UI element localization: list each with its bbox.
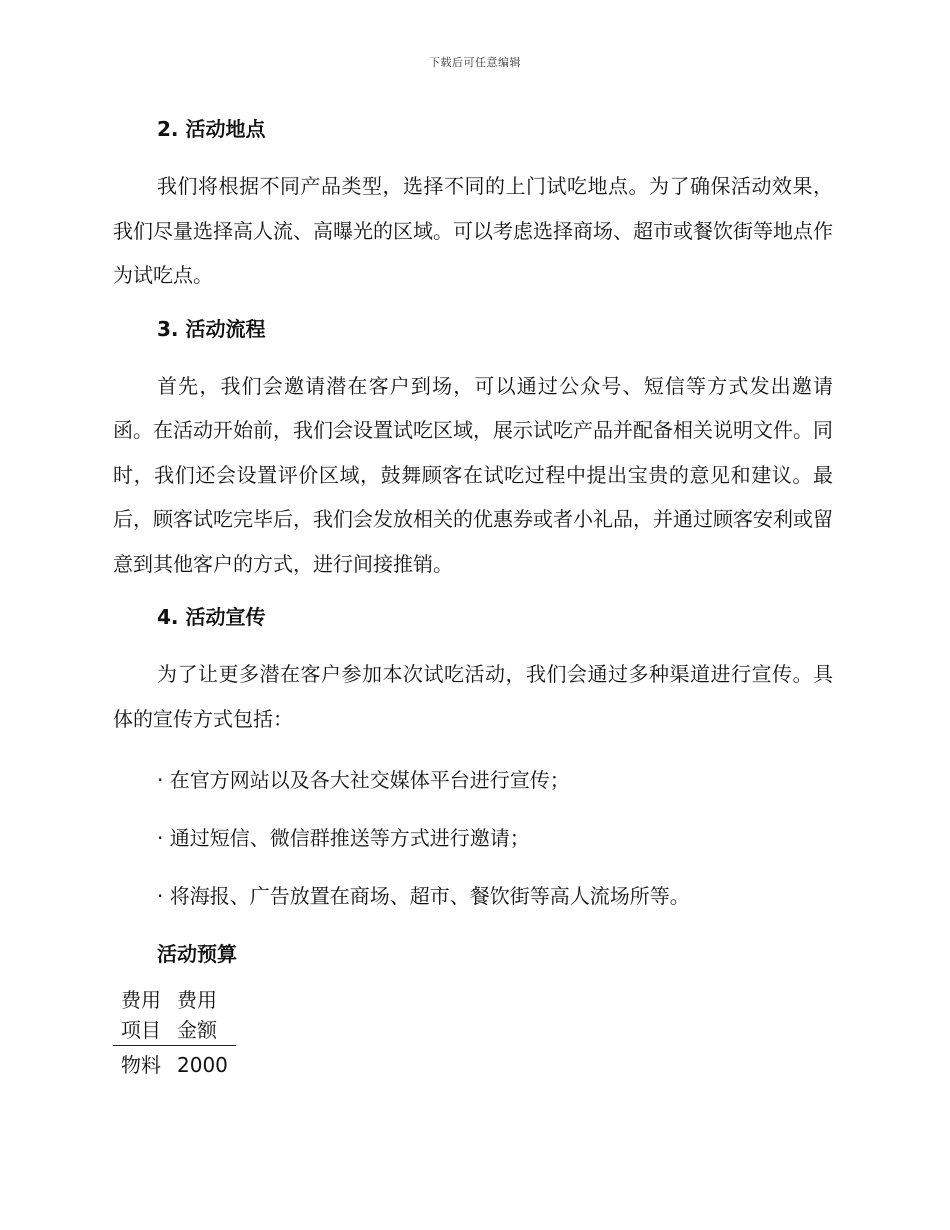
table-row (113, 1046, 236, 1081)
page-header-note: 下载后可任意编辑 (429, 56, 521, 69)
table-cell: 物料 (121, 1053, 161, 1077)
table-header-row (113, 985, 236, 1046)
table-header-cell (113, 985, 169, 1046)
header-line: 费用 (177, 988, 217, 1012)
section-heading-promotion: 4. 活动宣传 (157, 605, 266, 629)
section-heading-location: 2. 活动地点 (157, 117, 266, 141)
table-cell: 2000 (177, 1053, 228, 1077)
header-line: 金额 (177, 1018, 217, 1042)
budget-heading: 活动预算 (157, 942, 237, 966)
header-line: 费用 (121, 988, 161, 1012)
bullet-item: · 在官方网站以及各大社交媒体平台进行宣传； (157, 768, 570, 792)
section-heading-process: 3. 活动流程 (157, 316, 266, 341)
header-line: 项目 (121, 1018, 161, 1042)
section-paragraph-process: 首先，我们会邀请潜在客户到场，可以通过公众号、短信等方式发出邀请函。在活动开始前，我们会设置试吃区域，展示试吃产品并配备相关说明文件。同时，我们还会设置评价区域，鼓舞顾客在试吃过程中提出宝贵的意见和建议。最后，顾客试吃完毕后，我们会发放相关的优惠券或者小礼品，并通过顾客安利或留意到其他客户的方式，进行间接推销。 (113, 373, 833, 576)
section-paragraph-promotion: 为了让更多潜在客户参加本次试吃活动，我们会通过多种渠道进行宣传。具体的宣传方式包括： (113, 662, 833, 731)
bullet-item: · 通过短信、微信群推送等方式进行邀请； (157, 826, 530, 850)
bullet-item: · 将海报、广告放置在商场、超市、餐饮街等高人流场所等。 (157, 884, 690, 908)
section-paragraph-location: 我们将根据不同产品类型，选择不同的上门试吃地点。为了确保活动效果，我们尽量选择高人流、高曝光的区域。可以考虑选择商场、超市或餐饮街等地点作为试吃点。 (113, 174, 833, 287)
budget-table (113, 985, 236, 1080)
table-header-cell (169, 985, 236, 1046)
document-body (113, 114, 833, 1080)
